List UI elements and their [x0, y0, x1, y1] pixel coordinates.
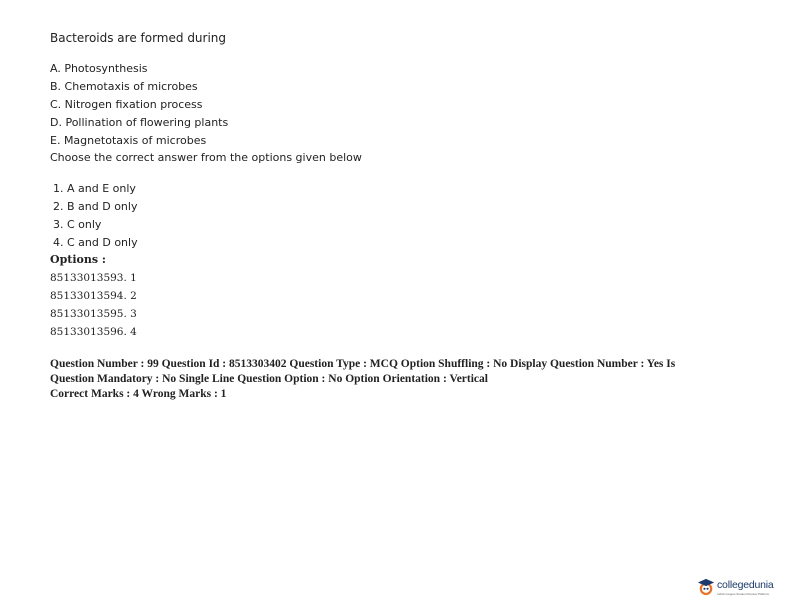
brand-watermark	[697, 578, 774, 596]
answer-item: 4. C and D only	[53, 236, 138, 249]
metadata-line: Question Mandatory : No Single Line Question Option : No Option Orientation : Vertical	[50, 373, 488, 385]
metadata-line: Correct Marks : 4 Wrong Marks : 1	[50, 388, 227, 400]
answer-list	[53, 181, 138, 253]
brand-tagline: India's largest Student Review Platform	[717, 591, 770, 596]
statement-item: E. Magnetotaxis of microbes	[50, 134, 207, 147]
question-text: Bacteroids are formed during	[50, 31, 227, 45]
options-heading: Options :	[50, 253, 106, 266]
instruction-text: Choose the correct answer from the options given below	[50, 151, 362, 164]
answer-item: 1. A and E only	[53, 182, 136, 195]
statement-item: D. Pollination of flowering plants	[50, 116, 229, 129]
answer-item: 2. B and D only	[53, 200, 138, 213]
option-id-item: 85133013595. 3	[50, 308, 137, 320]
statement-item: C. Nitrogen fixation process	[50, 98, 203, 111]
option-id-item: 85133013593. 1	[50, 272, 137, 284]
answer-item: 3. C only	[53, 218, 102, 231]
graduate-cap-icon	[697, 578, 715, 596]
metadata-line: Question Number : 99 Question Id : 8513303402 Question Type : MCQ Option Shuffling : No Display Question Number : Yes Is	[50, 358, 676, 370]
brand-name: collegedunia	[717, 578, 774, 591]
option-id-item: 85133013594. 2	[50, 290, 137, 302]
statement-item: A. Photosynthesis	[50, 62, 148, 75]
statement-item: B. Chemotaxis of microbes	[50, 80, 198, 93]
statement-list	[50, 61, 228, 151]
options-list	[50, 270, 137, 342]
option-id-item: 85133013596. 4	[50, 326, 137, 338]
question-metadata	[50, 357, 750, 402]
